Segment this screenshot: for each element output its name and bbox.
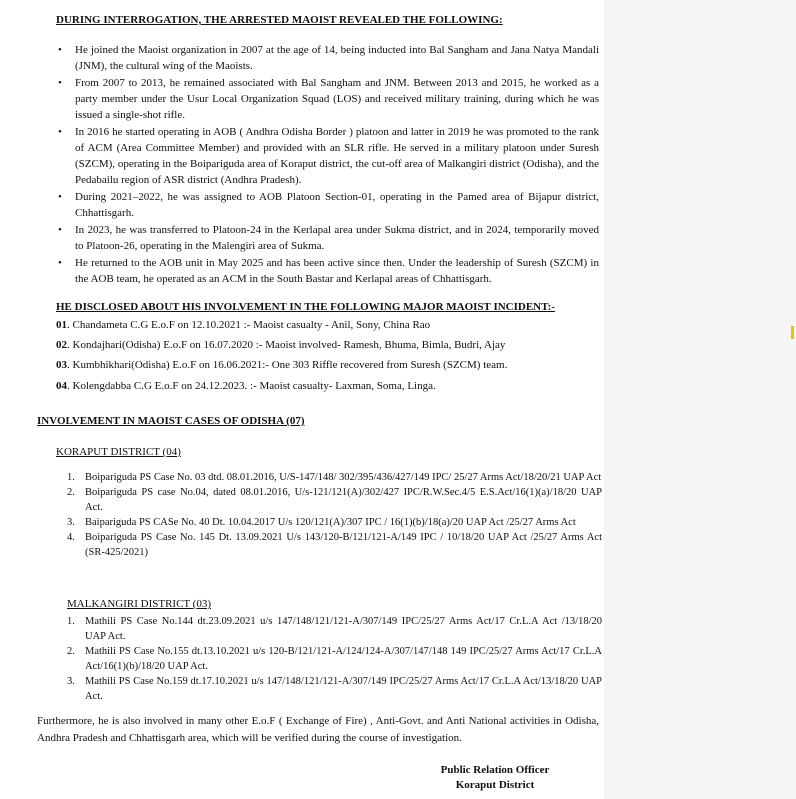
cases-heading: INVOLVEMENT IN MAOIST CASES OF ODISHA (07) <box>37 415 305 427</box>
text-cursor-marker <box>791 326 794 339</box>
revelations-list <box>75 42 599 288</box>
case-text: Boipariguda PS case No.04, dated 08.01.2016, U/s-121/121(A)/302/427 IPC/R.W.Sec.4/5 E.S.Act/16(1)(a)/18/20 UAP Act. <box>85 487 602 513</box>
revelation-item: • In 2023, he was transferred to Platoon-24 in the Kerlapal area under Sukma district, and in 2024, temporarily moved to Platoon-26, operating in the Malengiri area of Sukma. <box>75 222 599 254</box>
signature-title: Public Relation Officer <box>440 764 550 776</box>
case-item <box>67 644 602 674</box>
case-item <box>67 515 602 530</box>
case-number: 2. <box>67 487 75 498</box>
case-item <box>67 614 602 644</box>
case-item <box>67 530 602 560</box>
incidents-list <box>56 315 507 396</box>
revelation-item: • He returned to the AOB unit in May 2025 and has been active since then. Under the leadership of Suresh (SZCM) in the AOB team, he operated as an ACM in the South Bastar and Kerlapal areas of Chhattisgarh. <box>75 255 599 287</box>
incident-item <box>56 335 507 355</box>
koraput-district-heading: KORAPUT DISTRICT (04) <box>56 446 181 458</box>
case-item <box>67 470 602 485</box>
case-item <box>67 674 602 704</box>
case-text: Mathili PS Case No.155 dt.13.10.2021 u/s 120-B/121/121-A/124/124-A/307/147/148 149 IPC/25/27 Arms Act/17 Cr.L.A Act/16(1)(b)/18/20 UAP Act. <box>85 646 602 672</box>
case-item <box>67 485 602 515</box>
case-text: Mathili PS Case No.144 dt.23.09.2021 u/s 147/148/121/121-A/307/149 IPC/25/27 Arms Act/17 Cr.L.A Act /13/18/20 UAP Act. <box>85 616 602 642</box>
malkangiri-district-heading: MALKANGIRI DISTRICT (03) <box>67 598 212 610</box>
incident-text: . Kumbhikhari(Odisha) E.o.F on 16.06.2021:- One 303 Riffle recovered from Suresh (SZCM) team. <box>67 359 508 372</box>
case-text: Boipariguda PS Case No. 145 Dt. 13.09.2021 U/s 143/120-B/121/121-A/149 IPC / 10/18/20 UAP Act /25/27 Arms Act (SR-425/2021) <box>85 532 602 558</box>
case-number: 1. <box>67 616 75 627</box>
case-number: 3. <box>67 676 75 687</box>
koraput-case-list <box>67 470 602 560</box>
incident-text: . Kolengdabba C.G E.o.F on 24.12.2023. :- Maoist casualty- Laxman, Soma, Linga. <box>67 379 436 392</box>
case-number: 1. <box>67 472 75 483</box>
incident-text: . Chandameta C.G E.o.F on 12.10.2021 :- Maoist casualty - Anil, Sony, China Rao <box>67 319 431 331</box>
revelation-item: • He joined the Maoist organization in 2007 at the age of 14, being inducted into Bal Sangham and Jana Natya Mandali (JNM), the cultural wing of the Maoists. <box>75 42 599 74</box>
case-text: Baipariguda PS CASe No. 40 Dt. 10.04.2017 U/s 120/121(A)/307 IPC / 16(1)(b)/18(a)/20 UAP Act /25/27 Arms Act <box>85 517 576 528</box>
incident-item <box>56 376 507 396</box>
incident-item <box>56 315 507 335</box>
case-number: 3. <box>67 517 75 528</box>
incident-number: 01 <box>56 319 67 331</box>
incident-item <box>56 355 507 375</box>
incident-number: 02 <box>56 339 67 352</box>
incident-number: 04 <box>56 379 67 392</box>
revelation-item: • From 2007 to 2013, he remained associated with Bal Sangham and JNM. Between 2013 and 2015, he worked as a party member under the Usur Local Organization Squad (LOS) and received military training, during which he was issued a single-shot rifle. <box>75 75 599 123</box>
case-number: 4. <box>67 532 75 543</box>
revelation-item: • During 2021–2022, he was assigned to AOB Platoon Section-01, operating in the Pamed area of Bijapur district, Chhattisgarh. <box>75 189 599 221</box>
signature-office: Koraput District <box>455 779 535 791</box>
incidents-heading: HE DISCLOSED ABOUT HIS INVOLVEMENT IN THE FOLLOWING MAJOR MAOIST INCIDENT:- <box>56 301 555 313</box>
case-text: Mathili PS Case No.159 dt.17.10.2021 u/s 147/148/121/121-A/307/149 IPC/25/27 Arms Act/17 Cr.L.A Act/13/18/20 UAP Act. <box>85 676 602 702</box>
closing-paragraph: Furthermore, he is also involved in many other E.o.F ( Exchange of Fire) , Anti-Govt. and Anti National activities in Odisha, Andhra Pradesh and Chhattisgarh area, which will be verified during the course of investigation. <box>37 715 599 744</box>
malkangiri-case-list <box>67 614 602 704</box>
interrogation-heading: DURING INTERROGATION, THE ARRESTED MAOIST REVEALED THE FOLLOWING: <box>56 14 503 26</box>
side-panel <box>604 0 796 799</box>
case-text: Boipariguda PS Case No. 03 dtd. 08.01.2016, U/S-147/148/ 302/395/436/427/149 IPC/ 25/27 Arms Act/18/20/21 UAP Act <box>85 472 602 483</box>
incident-number: 03 <box>56 359 67 372</box>
incident-text: . Kondajhari(Odisha) E.o.F on 16.07.2020 :- Maoist involved- Ramesh, Bhuma, Bimla, Budri, Ajay <box>67 339 506 352</box>
case-number: 2. <box>67 646 75 657</box>
revelation-item: • In 2016 he started operating in AOB ( Andhra Odisha Border ) platoon and latter in 2019 he was promoted to the rank of ACM (Area Committee Member) and provided with an SLR rifle. He served in a military platoon under Suresh (SZCM), operating in the Boipariguda area of Koraput district, the cut-off area of Malkangiri district (Odisha), and the Pedabailu region of ASR district (Andhra Pradesh). <box>75 124 599 188</box>
